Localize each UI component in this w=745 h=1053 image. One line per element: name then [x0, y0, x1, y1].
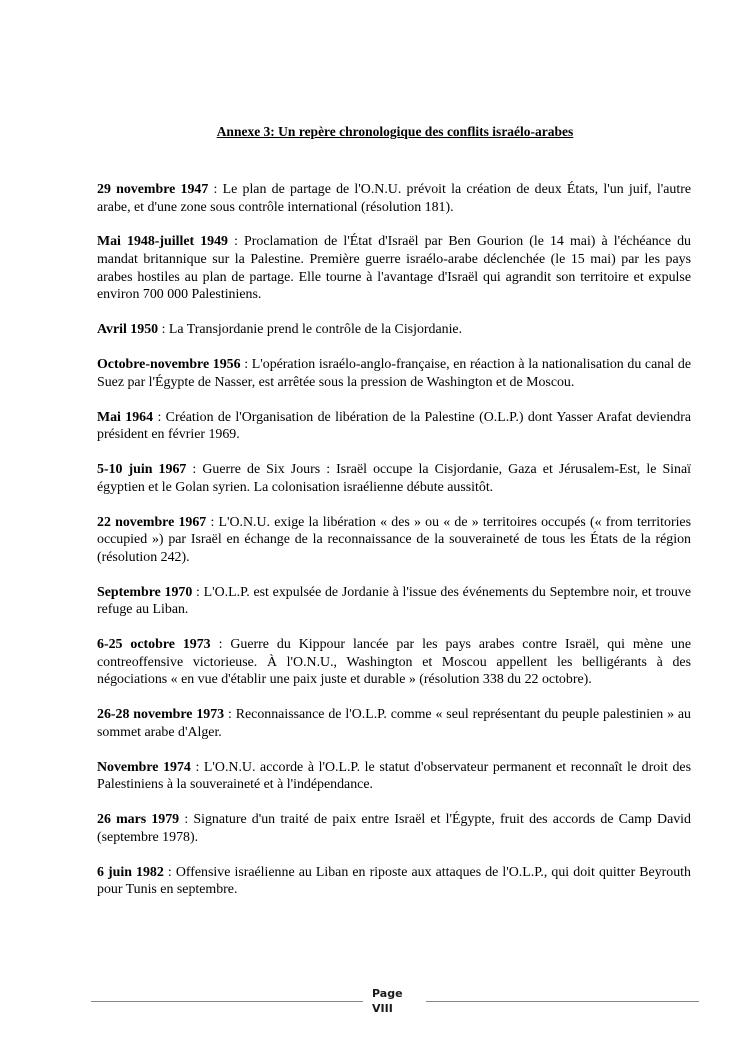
- chronology-entry: [97, 706, 691, 741]
- chronology-entry: [97, 233, 691, 303]
- footer-divider-left: [91, 1001, 363, 1002]
- entry-date: 6 juin 1982: [97, 864, 164, 880]
- entry-date: Septembre 1970: [97, 584, 193, 600]
- chronology-entry: [97, 321, 691, 339]
- chronology-entry: [97, 409, 691, 444]
- entry-text: : L'O.N.U. exige la libération « des » ou « de » territoires occupés (« from territories occupied ») par Israël en échange de la reconnaissance de la souveraineté de tous les États de la région (résolution 242).: [97, 514, 691, 565]
- entry-text: : Offensive israélienne au Liban en riposte aux attaques de l'O.L.P., qui doit quitter Beyrouth pour Tunis en septembre.: [97, 864, 691, 898]
- entry-text: : L'O.L.P. est expulsée de Jordanie à l'issue des événements du Septembre noir, et trouve refuge au Liban.: [97, 584, 691, 618]
- entry-date: 29 novembre 1947: [97, 182, 209, 197]
- entry-text: : L'O.N.U. accorde à l'O.L.P. le statut d'observateur permanent et reconnaît le droit des Palestiniens à la souveraineté et à l'indépendance.: [97, 759, 691, 793]
- chronology-entry: [97, 584, 691, 619]
- entry-text: : Guerre de Six Jours : Israël occupe la Cisjordanie, Gaza et Jérusalem-Est, le Sinaï égyptien et le Golan syrien. La colonisation israélienne débute aussitôt.: [97, 462, 692, 495]
- page-title: Annexe 3: Un repère chronologique des conflits israélo-arabes: [216, 124, 574, 139]
- entry-text: : La Transjordanie prend le contrôle de la Cisjordanie.: [158, 322, 463, 338]
- entry-date: 26 mars 1979: [97, 812, 180, 828]
- entry-date: 6-25 octobre 1973: [97, 637, 211, 653]
- chronology-entry: [97, 636, 691, 689]
- entry-text: : Proclamation de l'État d'Israël par Ben Gourion (le 14 mai) à l'échéance du mandat britannique sur la Palestine. Première guerre israélo-arabe déclenchée (le 15 mai) par les pays arabes hostiles au plan de partage. Elle tourne à l'avantage d'Israël qui agrandit son territoire et expulse environ 700 000 Palestiniens.: [97, 234, 691, 303]
- page-number: [372, 986, 408, 1016]
- entry-text: : Signature d'un traité de paix entre Israël et l'Égypte, fruit des accords de Camp David (septembre 1978).: [97, 812, 691, 845]
- entry-text: : L'opération israélo-anglo-française, en réaction à la nationalisation du canal de Suez par l'Égypte de Nasser, est arrêtée sous la pression de Washington et de Moscou.: [97, 357, 691, 390]
- entry-text: : Reconnaissance de l'O.L.P. comme « seul représentant du peuple palestinien » au sommet arabe d'Alger.: [97, 707, 692, 740]
- chronology-entry: [97, 759, 691, 794]
- entry-text: : Création de l'Organisation de libération de la Palestine (O.L.P.) dont Yasser Arafat deviendra président en février 1969.: [97, 409, 691, 443]
- chronology-list: [97, 181, 691, 916]
- entry-date: Novembre 1974: [97, 759, 191, 775]
- chronology-entry: [97, 864, 691, 899]
- footer-divider-right: [426, 1001, 699, 1002]
- chronology-entry: [97, 811, 691, 846]
- chronology-entry: [97, 461, 691, 496]
- page-number-value: VIII: [372, 1002, 393, 1015]
- entry-date: 5-10 juin 1967: [97, 462, 187, 478]
- chronology-entry: [97, 356, 691, 391]
- entry-date: Avril 1950: [97, 322, 159, 338]
- entry-text: : Guerre du Kippour lancée par les pays arabes contre Israël, qui mène une contreoffensive victorieuse. À l'O.N.U., Washington et Moscou appellent les belligérants à des négociations « en vue d'établir une paix juste et durable » (résolution 338 du 22 octobre).: [97, 637, 692, 688]
- entry-date: Octobre-novembre 1956: [97, 357, 241, 373]
- page-label: Page: [372, 987, 403, 1000]
- entry-date: 26-28 novembre 1973: [97, 707, 225, 723]
- entry-date: Mai 1964: [97, 409, 154, 425]
- chronology-entry: [97, 181, 691, 216]
- entry-text: : Le plan de partage de l'O.N.U. prévoit la création de deux États, l'un juif, l'autre arabe, et d'une zone sous contrôle international (résolution 181).: [97, 182, 691, 215]
- entry-date: 22 novembre 1967: [97, 514, 207, 530]
- entry-date: Mai 1948-juillet 1949: [97, 234, 228, 250]
- chronology-entry: [97, 514, 691, 567]
